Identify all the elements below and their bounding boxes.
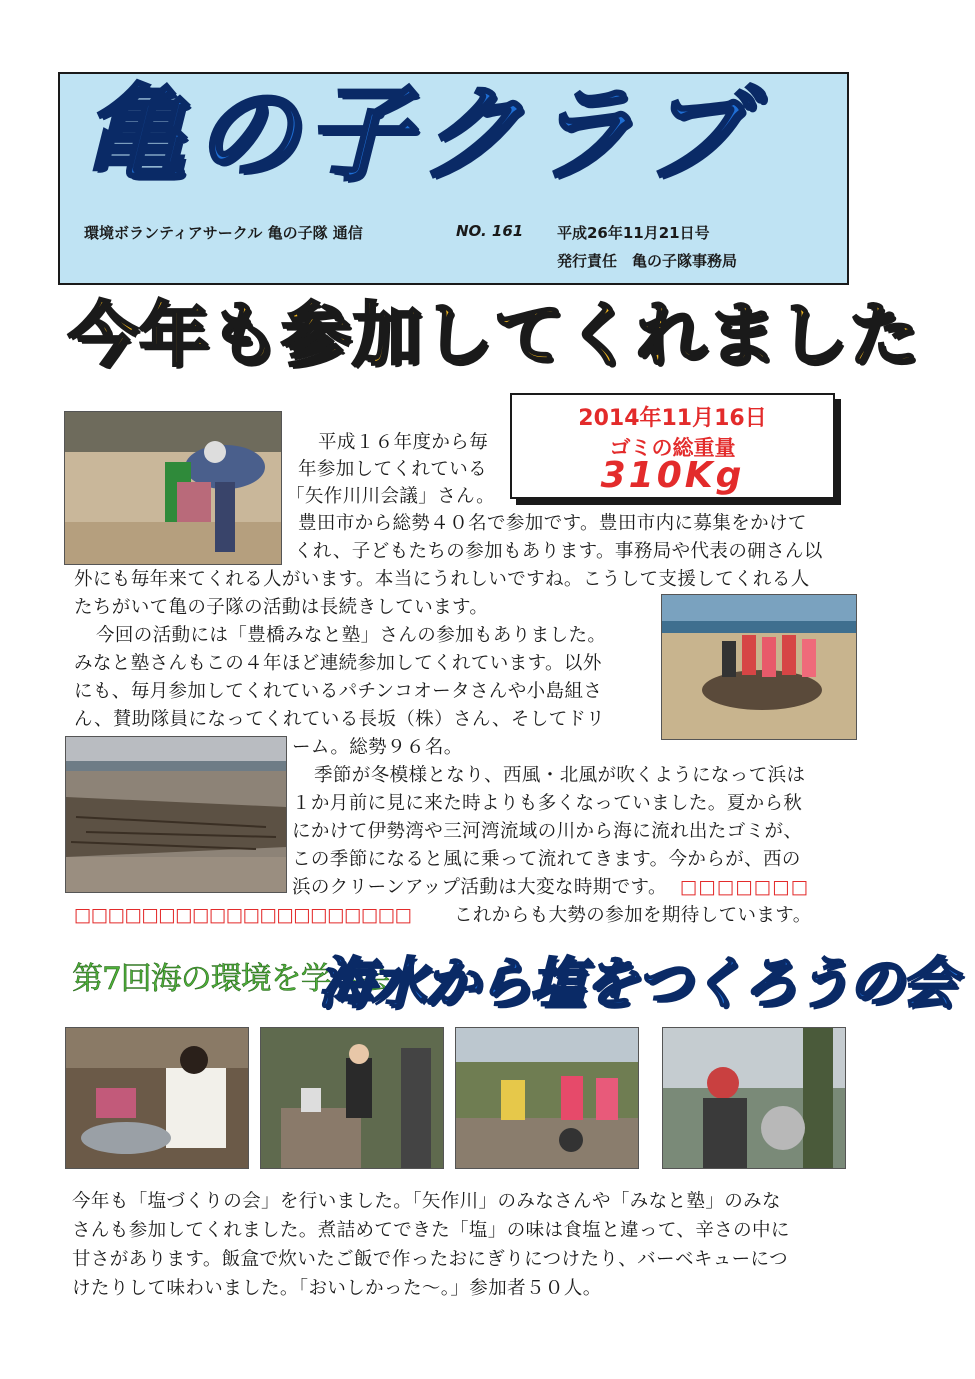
article1-line: これからも大勢の参加を期待しています。 <box>454 905 812 926</box>
article1-line: にかけて伊勢湾や三河湾流域の川から海に流れ出たゴミが、 <box>292 821 803 842</box>
issue-number: NO. 161 <box>456 222 524 240</box>
total-weight-value: 310Kg <box>600 455 745 496</box>
masthead-banner <box>58 72 849 285</box>
article1-line: この季節になると風に乗って流れてきます。今からが、西の <box>292 849 801 870</box>
article1-line: 今回の活動には「豊橋みなと塾」さんの参加もありました。 <box>96 625 607 646</box>
issue-date: 平成26年11月21日号 <box>557 224 710 242</box>
article1-line: 平成１６年度から毎 <box>318 432 489 453</box>
article2-line: けたりして味わいました。「おいしかった〜。」参加者５０人。 <box>72 1278 602 1299</box>
article1-line: 外にも毎年来てくれる人がいます。本当にうれしいですね。こうして支援してくれる人 <box>74 569 810 590</box>
article1-line: にも、毎月参加してくれているパチンコオータさんや小島組さ <box>74 681 603 702</box>
event-date: 2014年11月16日 <box>578 406 767 431</box>
article1-line: １か月前に見に来た時よりも多くなっていました。夏から秋 <box>292 793 803 814</box>
event-photo-4 <box>662 1027 846 1169</box>
cleanup-photo-3 <box>65 736 287 893</box>
cleanup-stats-box <box>510 393 835 499</box>
event-photo-3 <box>455 1027 639 1169</box>
article1-line: ん、賛助隊員になってくれている長坂（株）さん、そしてドリ <box>74 709 606 730</box>
red-placeholder-marks: □□□□□□□□□□□□□□□□□□□□ <box>74 905 412 926</box>
article1-line: 豊田市から総勢４０名で参加です。豊田市内に募集をかけて <box>298 513 807 534</box>
article1-line: みなと塾さんもこの４年ほど連続参加してくれています。以外 <box>74 653 602 674</box>
article1-line: 「矢作川川会議」さん。 <box>286 486 496 507</box>
event-photo-2 <box>260 1027 444 1169</box>
red-placeholder-marks: □□□□□□□ <box>680 877 810 898</box>
event-photo-1 <box>65 1027 249 1169</box>
article1-line: 年参加してくれている <box>298 459 488 480</box>
cleanup-photo-1 <box>64 411 282 565</box>
cleanup-photo-2 <box>661 594 857 740</box>
total-weight-label: ゴミの総重量 <box>609 436 736 460</box>
article1-line: ーム。総勢９６名。 <box>292 737 463 758</box>
newsletter-title: 亀の子クラブ <box>82 73 755 195</box>
article1-line: 浜のクリーンアップ活動は大変な時期です。 <box>292 877 667 898</box>
article2-line: 甘さがあります。飯盒で炊いたご飯で作ったおにぎりにつけたり、バーベキューにつ <box>72 1249 788 1270</box>
headline: 今年も参加してくれました <box>68 294 920 376</box>
publisher: 発行責任 亀の子隊事務局 <box>557 252 738 270</box>
article2-line: 今年も「塩づくりの会」を行いました。「矢作川」のみなさんや「みなと塾」のみな <box>72 1191 781 1212</box>
circle-name: 環境ボランティアサークル 亀の子隊 通信 <box>84 224 363 242</box>
article2-line: さんも参加してくれました。煮詰めてできた「塩」の味は食塩と違って、辛さの中に <box>72 1220 790 1241</box>
article1-line: くれ、子どもたちの参加もあります。事務局や代表の砽さん以 <box>294 541 823 562</box>
event-title: 海水から塩をつくろうの会 <box>318 951 955 1015</box>
article1-line: たちがいて亀の子隊の活動は長続きしています。 <box>74 597 489 618</box>
article1-line: 季節が冬模様となり、西風・北風が吹くようになって浜は <box>314 765 806 786</box>
event-subtitle: 第7回海の環境を学ぶ会 <box>72 961 391 997</box>
